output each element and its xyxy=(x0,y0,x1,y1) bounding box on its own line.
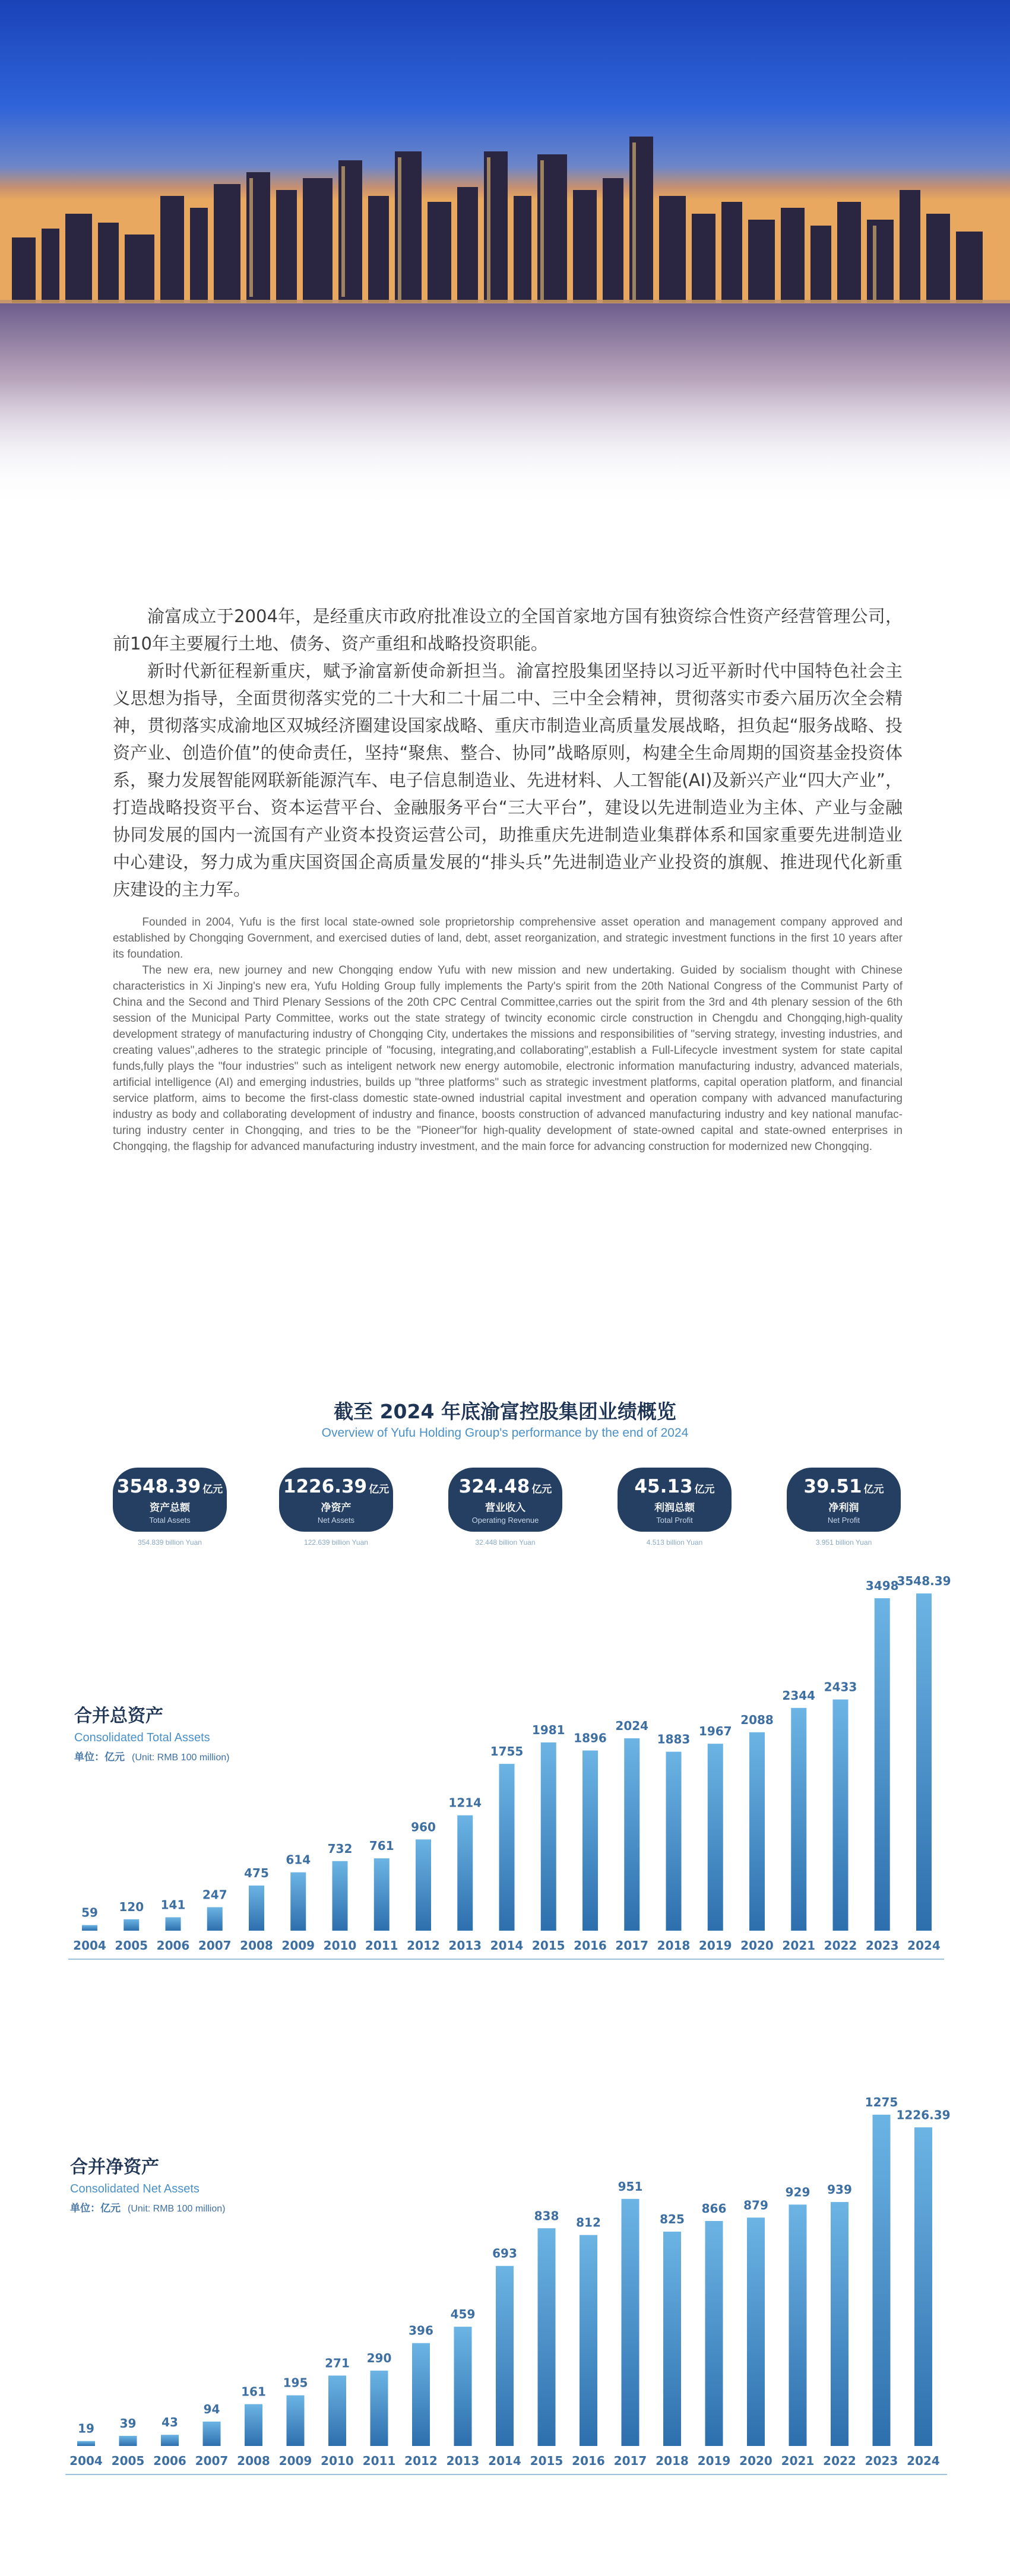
overview-title: 截至 2024 年底渝富控股集团业绩概览 xyxy=(334,1400,676,1423)
data-label-2011: 761 xyxy=(369,1839,394,1853)
x-tick-2009: 2009 xyxy=(278,2454,312,2468)
bar-2017 xyxy=(624,1738,639,1931)
data-label-2014: 693 xyxy=(492,2246,517,2261)
x-tick-2024: 2024 xyxy=(907,2454,940,2468)
chart-net-assets xyxy=(0,2030,1010,2482)
data-label-2007: 94 xyxy=(203,2401,220,2416)
bar-series xyxy=(73,1574,951,1953)
kpi-unit: 亿元 xyxy=(694,1484,715,1495)
bar-2018 xyxy=(663,2232,681,2446)
chart-total-assets xyxy=(0,1561,1010,1989)
bar-2017 xyxy=(622,2199,639,2446)
x-tick-2006: 2006 xyxy=(153,2454,186,2468)
bar-2018 xyxy=(666,1752,682,1931)
x-tick-2005: 2005 xyxy=(111,2454,145,2468)
intro-english xyxy=(113,914,903,1155)
x-tick-2009: 2009 xyxy=(281,1938,315,1953)
x-tick-2023: 2023 xyxy=(865,1938,899,1953)
data-label-2012: 960 xyxy=(411,1820,436,1834)
data-label-2020: 879 xyxy=(743,2198,768,2213)
kpi-total-assets xyxy=(113,1468,227,1532)
chart-title: 合并总资产 xyxy=(74,1706,163,1726)
x-tick-2020: 2020 xyxy=(739,2454,772,2468)
kpi-net-profit xyxy=(787,1468,901,1532)
overview-subtitle: Overview of Yufu Holding Group's performance by the end of 2024 xyxy=(321,1426,689,1440)
x-tick-2018: 2018 xyxy=(656,2454,689,2468)
data-label-2006: 43 xyxy=(162,2415,178,2430)
chart-unit-zh: 单位：亿元 xyxy=(74,1751,125,1763)
bar-2020 xyxy=(747,2217,765,2446)
kpi-net-assets xyxy=(279,1468,393,1532)
chart-unit-zh: 单位：亿元 xyxy=(70,2203,121,2214)
bar-2011 xyxy=(374,1858,390,1931)
x-tick-2011: 2011 xyxy=(362,2454,396,2468)
chart-unit-en: (Unit: RMB 100 million) xyxy=(128,2204,226,2214)
kpi-unit: 亿元 xyxy=(202,1484,223,1495)
x-tick-2013: 2013 xyxy=(446,2454,480,2468)
x-tick-2012: 2012 xyxy=(404,2454,438,2468)
data-label-2017: 2024 xyxy=(615,1719,649,1734)
x-tick-2007: 2007 xyxy=(198,1938,232,1953)
chart-title: 合并净资产 xyxy=(70,2157,159,2178)
bar-2006 xyxy=(161,2435,179,2446)
x-tick-2023: 2023 xyxy=(865,2454,898,2468)
x-tick-2015: 2015 xyxy=(530,2454,563,2468)
x-tick-2021: 2021 xyxy=(782,1938,816,1953)
bar-2019 xyxy=(708,1744,723,1931)
x-tick-2021: 2021 xyxy=(781,2454,815,2468)
data-label-2015: 1981 xyxy=(531,1722,565,1737)
x-tick-2004: 2004 xyxy=(69,2454,103,2468)
bar-2005 xyxy=(124,1919,139,1931)
kpi-unit: 亿元 xyxy=(369,1484,390,1495)
data-label-2016: 812 xyxy=(576,2215,601,2230)
data-label-2017: 951 xyxy=(618,2179,643,2194)
bar-2008 xyxy=(249,1886,264,1931)
x-tick-2022: 2022 xyxy=(824,1938,857,1953)
data-label-2012: 396 xyxy=(409,2323,433,2338)
x-tick-2012: 2012 xyxy=(407,1938,440,1953)
data-label-2015: 838 xyxy=(534,2209,559,2223)
data-label-2008: 475 xyxy=(244,1865,269,1880)
intro-cn-paragraph-1: 渝富成立于2004年，是经重庆市政府批准设立的全国首家地方国有独资综合性资产经营管理公司，前10年主要履行土地、债务、资产重组和战略投资职能。 xyxy=(113,606,903,654)
x-tick-2015: 2015 xyxy=(531,1938,565,1953)
x-tick-2004: 2004 xyxy=(73,1938,106,1953)
bar-2024 xyxy=(916,1593,932,1931)
x-tick-2016: 2016 xyxy=(574,1938,607,1953)
x-tick-2008: 2008 xyxy=(240,1938,273,1953)
kpi-value: 39.51 xyxy=(803,1476,862,1497)
x-tick-2017: 2017 xyxy=(613,2454,647,2468)
bar-2009 xyxy=(287,2396,305,2446)
bar-2023 xyxy=(873,2115,891,2446)
x-tick-2006: 2006 xyxy=(156,1938,190,1953)
bar-2019 xyxy=(705,2221,723,2446)
bar-2010 xyxy=(328,2375,346,2446)
kpi-label-en: Total Assets xyxy=(149,1516,191,1525)
bar-2022 xyxy=(831,2202,848,2446)
x-tick-2007: 2007 xyxy=(195,2454,229,2468)
bar-2016 xyxy=(580,2235,597,2446)
data-label-2013: 459 xyxy=(450,2307,476,2322)
x-tick-2019: 2019 xyxy=(697,2454,731,2468)
x-tick-2014: 2014 xyxy=(490,1938,524,1953)
kpi-value: 1226.39 xyxy=(283,1476,368,1497)
data-label-2004: 19 xyxy=(78,2421,94,2436)
chart-unit xyxy=(74,1751,229,1763)
bar-2007 xyxy=(203,2422,221,2446)
kpi-label-en: Total Profit xyxy=(656,1516,693,1525)
kpi-value: 3548.39 xyxy=(116,1476,201,1497)
chart-unit xyxy=(70,2202,225,2214)
bar-2024 xyxy=(914,2127,932,2446)
bar-2013 xyxy=(454,2327,472,2446)
x-tick-2022: 2022 xyxy=(823,2454,856,2468)
x-tick-2008: 2008 xyxy=(237,2454,270,2468)
intro-chinese xyxy=(113,603,903,903)
data-label-2018: 825 xyxy=(660,2211,685,2226)
hero-skyline-image xyxy=(0,0,1010,511)
x-tick-2013: 2013 xyxy=(448,1938,482,1953)
kpi-unit: 亿元 xyxy=(863,1484,884,1495)
bar-2013 xyxy=(457,1815,473,1931)
kpi-unit: 亿元 xyxy=(531,1484,552,1495)
data-label-2021: 2344 xyxy=(782,1688,816,1703)
kpi-subtext: 354.839 billion Yuan xyxy=(138,1538,202,1547)
kpi-subtext: 122.639 billion Yuan xyxy=(304,1538,368,1547)
bar-2004 xyxy=(77,2441,95,2446)
bar-2023 xyxy=(875,1598,890,1931)
data-label-2004: 59 xyxy=(81,1905,98,1920)
x-tick-2017: 2017 xyxy=(615,1938,649,1953)
data-label-2020: 2088 xyxy=(740,1712,774,1727)
kpi-value: 45.13 xyxy=(634,1476,693,1497)
data-label-2010: 271 xyxy=(325,2356,350,2371)
intro-en-paragraph-2: The new era, new journey and new Chongqing endow Yufu with new mission and new undertaking. Guided by socialism thought with Chinese characteristics in Xi Jinping's new era, Yufu Holding Group fully implements the Party's spirit from the 20th National Congress of the Communist Party of China and the Second and Third Plenary Sessions of the 20th CPC Central Committee,carries out the spirit from the 3rd and 4th plenary session of the 6th session of the Municipal Party Committee, works out the state strategy of twincity economic circle construction in Chengdu and Chongqing,high-quality development strategy of manufacturing industry of Chongqing City, undertakes the missions and responsibilities of "serving strategy, investing industries, and creating values",adheres to the strategic principle of "focusing, integrating,and collaborating",establish a Full-Lifecycle investment system for state capital funds,fully plays the "four industries" such as inteligent network new energy automobile, electronic information manufacturing industry, advanced materials, artificial intelligence (AI) and emerging industries, builds up "three platforms" such as strategic investment platforms, capital operation platform, and financial service platform, aims to become the first-class domestic state-owned industrial capital investment and operation company with advanced manufacturing industry as body and collaborating development of industry and finance, boosts construction of advanced manufacturing industry and key national manufac-turing industry center in Chongqing, and tries to be the "Pioneer"for high-quality development of state-owned capital and state-owned enterprises in Chongqing, the flagship for advanced manufacturing industry investment, and the main force for advancing construction for modernized new Chongqing. xyxy=(113,964,903,1153)
kpi-label: 营业收入 xyxy=(485,1502,525,1514)
data-label-2008: 161 xyxy=(241,2384,266,2399)
bar-2004 xyxy=(82,1925,97,1931)
x-tick-2011: 2011 xyxy=(365,1938,398,1953)
x-tick-2010: 2010 xyxy=(323,1938,357,1953)
kpi-subtext: 4.513 billion Yuan xyxy=(646,1538,703,1547)
kpi-operating-revenue xyxy=(448,1468,562,1532)
bar-2021 xyxy=(791,1708,806,1931)
x-tick-2019: 2019 xyxy=(698,1938,732,1953)
data-label-2009: 614 xyxy=(286,1852,311,1867)
data-label-2014: 1755 xyxy=(490,1744,524,1759)
bar-2007 xyxy=(207,1907,223,1931)
kpi-label-en: Net Profit xyxy=(827,1516,860,1525)
kpi-label-en: Operating Revenue xyxy=(471,1516,539,1525)
bar-2011 xyxy=(371,2371,388,2446)
data-label-2024: 1226.39 xyxy=(896,2108,951,2122)
kpi-label: 净利润 xyxy=(828,1502,859,1514)
bar-2009 xyxy=(290,1872,306,1931)
data-label-2005: 120 xyxy=(119,1899,144,1914)
kpi-value: 324.48 xyxy=(458,1476,530,1497)
kpi-subtext: 32.448 billion Yuan xyxy=(475,1538,536,1547)
data-label-2011: 290 xyxy=(366,2351,392,2366)
x-tick-2020: 2020 xyxy=(740,1938,774,1953)
data-label-2024: 3548.39 xyxy=(897,1574,951,1588)
bar-2014 xyxy=(496,2266,514,2446)
x-tick-2018: 2018 xyxy=(657,1938,691,1953)
x-tick-2024: 2024 xyxy=(907,1938,941,1953)
bar-2021 xyxy=(789,2204,807,2446)
kpi-total-profit xyxy=(618,1468,732,1532)
data-label-2010: 732 xyxy=(327,1841,353,1856)
chart-unit-en: (Unit: RMB 100 million) xyxy=(132,1753,230,1763)
data-label-2023: 1275 xyxy=(865,2095,898,2109)
bar-2012 xyxy=(412,2343,430,2446)
chart-subtitle: Consolidated Total Assets xyxy=(74,1731,210,1744)
chart-subtitle: Consolidated Net Assets xyxy=(70,2182,200,2195)
data-label-2022: 2433 xyxy=(824,1680,857,1694)
bar-2014 xyxy=(499,1764,515,1931)
bar-2008 xyxy=(245,2404,262,2446)
bar-2016 xyxy=(582,1751,598,1931)
data-label-2013: 1214 xyxy=(448,1795,482,1810)
kpi-label: 净资产 xyxy=(321,1502,352,1514)
data-label-2021: 929 xyxy=(785,2185,810,2200)
x-tick-2005: 2005 xyxy=(115,1938,148,1953)
kpi-label: 利润总额 xyxy=(654,1502,695,1514)
x-tick-2016: 2016 xyxy=(572,2454,605,2468)
data-label-2022: 939 xyxy=(827,2182,852,2197)
bar-series xyxy=(69,2095,950,2468)
data-label-2005: 39 xyxy=(119,2416,137,2431)
intro-en-paragraph-1: Founded in 2004, Yufu is the first local state-owned sole proprietorship comprehensive asset operation and management company approved and established by Chongqing Government, and exercised duties of land, debt, asset reorganization, and strategic investment functions in the first 10 years after its foundation. xyxy=(113,916,903,961)
data-label-2019: 1967 xyxy=(698,1724,732,1739)
data-label-2023: 3498 xyxy=(865,1579,899,1593)
bar-2020 xyxy=(749,1732,765,1931)
data-label-2019: 866 xyxy=(701,2201,727,2216)
data-label-2009: 195 xyxy=(283,2375,308,2390)
bar-2015 xyxy=(538,2228,556,2446)
intro-cn-paragraph-2: 新时代新征程新重庆，赋予渝富新使命新担当。渝富控股集团坚持以习近平新时代中国特色社会主义思想为指导，全面贯彻落实党的二十大和二十届二中、三中全会精神，贯彻落实市委六届历次全会精神，贯彻落实成渝地区双城经济圈建设国家战略、重庆市制造业高质量发展战略，担负起“服务战略、投资产业、创造价值”的使命责任，坚持“聚焦、整合、协同”战略原则，构建全生命周期的国资基金投资体系，聚力发展智能网联新能源汽车、电子信息制造业、先进材料、人工智能(AI)及新兴产业“四大产业”，打造战略投资平台、资本运营平台、金融服务平台“三大平台”，建设以先进制造业为主体、产业与金融协同发展的国内一流国有产业资本投资运营公司，助推重庆先进制造业集群体系和国家重要先进制造业中心建设，努力成为重庆国资国企高质量发展的“排头兵”先进制造业产业投资的旗舰、推进现代化新重庆建设的主力军。 xyxy=(113,661,903,899)
bar-2012 xyxy=(416,1839,431,1931)
kpi-label-en: Net Assets xyxy=(317,1516,355,1525)
data-label-2007: 247 xyxy=(202,1887,227,1902)
data-label-2018: 1883 xyxy=(657,1732,691,1747)
x-tick-2014: 2014 xyxy=(488,2454,521,2468)
bar-2005 xyxy=(119,2436,137,2446)
bar-2010 xyxy=(333,1861,348,1931)
kpi-subtext: 3.951 billion Yuan xyxy=(815,1538,872,1547)
data-label-2016: 1896 xyxy=(574,1731,607,1745)
bar-2022 xyxy=(833,1700,848,1931)
x-tick-2010: 2010 xyxy=(321,2454,354,2468)
bar-2015 xyxy=(541,1742,556,1931)
data-label-2006: 141 xyxy=(160,1897,186,1912)
kpi-label: 资产总额 xyxy=(150,1502,190,1514)
bar-2006 xyxy=(166,1917,181,1931)
